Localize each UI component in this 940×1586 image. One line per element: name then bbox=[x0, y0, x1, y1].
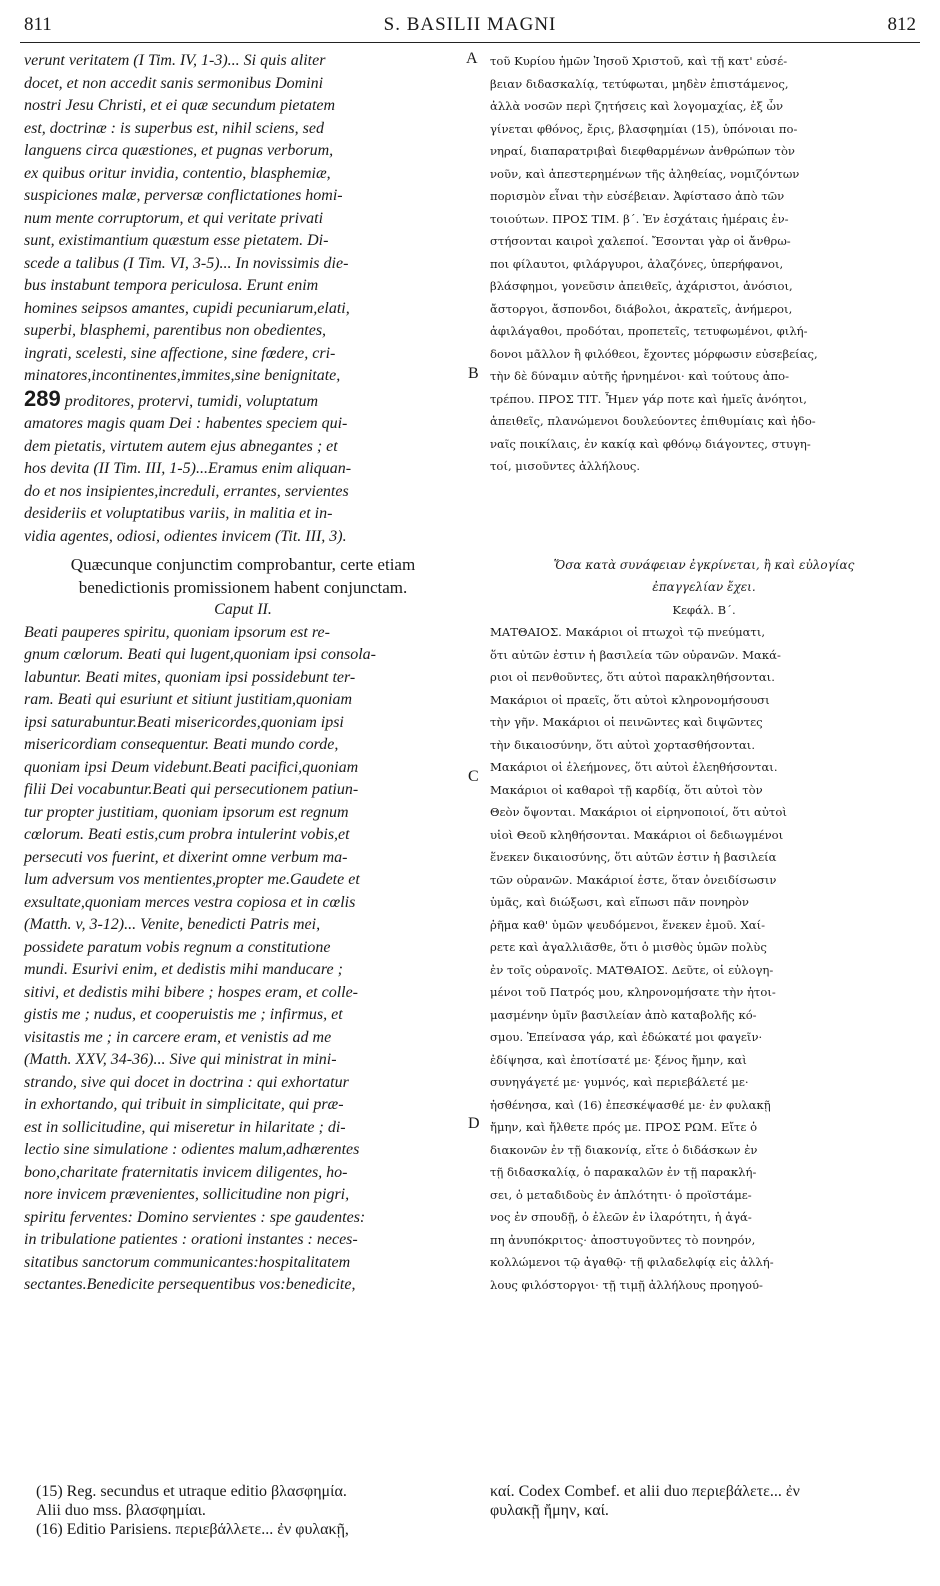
text-line: do et nos insipientes,increduli, errantes, servientes bbox=[24, 482, 349, 500]
text-line: sunt, existimantium quæstum esse pietatem. Di- bbox=[24, 232, 329, 249]
text-line: nore invicem prævenientes, sollicitudine non pigri, bbox=[24, 1186, 350, 1203]
text-line: μένοι τοῦ Πατρός μου, κληρονομήσατε τὴν ἡτοι- bbox=[490, 985, 776, 999]
text-line: ipsi saturabuntur.Beati misericordes,quoniam ipsi bbox=[24, 713, 344, 731]
text-line: Μακάριοι οἱ ἐλεήμονες, ὅτι αὐτοὶ ἐλεηθήσονται. bbox=[490, 760, 778, 774]
latin-top-text bbox=[24, 50, 462, 548]
text-line: quoniam ipsi Deum videbunt.Beati pacifici,quoniam bbox=[24, 758, 359, 776]
text-line: persecuti vos fuerint, et dixerint omne verbum ma- bbox=[24, 848, 348, 866]
footnotes-right bbox=[490, 1482, 800, 1520]
footnote-line: φυλακῇ ἤμην, καί. bbox=[490, 1502, 609, 1519]
text-line: ἀλλὰ νοσῶν περὶ ζητήσεις καὶ λογομαχίας, ἐξ ὧν bbox=[490, 99, 784, 113]
text-line: ἀπειθεῖς, πλανώμενοι δουλεύοντες ἐπιθυμίαις καὶ ἡδο- bbox=[490, 414, 816, 428]
text-line: ὑμᾶς, καὶ διώξωσι, καὶ εἴπωσι πᾶν πονηρὸν bbox=[490, 895, 749, 909]
text-line: ρετε καὶ ἀγαλλιᾶσθε, ὅτι ὁ μισθὸς ὑμῶν πολὺς bbox=[490, 940, 767, 954]
greek-top-text bbox=[490, 50, 918, 478]
text-line: Beati pauperes spiritu, quoniam ipsorum est re- bbox=[24, 623, 330, 641]
margin-letter-c: C bbox=[468, 768, 479, 785]
chapter-title: Caput II. bbox=[214, 601, 272, 618]
text-line: ἀφιλάγαθοι, προδόται, προπετεῖς, τετυφωμένοι, φιλή- bbox=[490, 324, 808, 338]
running-title: S. BASILII MAGNI bbox=[383, 14, 557, 35]
text-line: διακονῶν ἐν τῇ διακονίᾳ, εἴτε ὁ διδάσκων ἐν bbox=[490, 1142, 758, 1157]
text-line: filii Dei vocabuntur.Beati qui persecutionem patiun- bbox=[24, 781, 359, 798]
margin-letter-b: B bbox=[468, 365, 479, 382]
text-line: superbi, blasphemi, parentibus non obedientes, bbox=[24, 322, 327, 339]
text-line: scede a talibus (I Tim. VI, 3-5)... In novissimis die- bbox=[24, 254, 349, 272]
text-line: sitatibus sanctorum communicantes:hospitalitatem bbox=[24, 1253, 351, 1271]
text-line: visitastis me ; in carcere eram, et venistis ad me bbox=[24, 1028, 332, 1046]
text-line: τοί, μισοῦντες ἀλλήλους. bbox=[490, 459, 641, 473]
text-line: num mente corruptorum, et qui veritate privati bbox=[24, 209, 324, 227]
text-line: ἄστοργοι, ἄσπονδοι, διάβολοι, ἀκρατεῖς, ἀνήμεροι, bbox=[490, 301, 793, 316]
text-line: nostri Jesu Christi, et ei quæ secundum pietatem bbox=[24, 97, 336, 114]
text-line: vidia agentes, odiosi, odientes invicem (Tit. III, 3). bbox=[24, 527, 347, 545]
text-line: βειαν διδασκαλίᾳ, τετύφωται, μηδὲν ἐπιστάμενος, bbox=[490, 76, 789, 91]
page-number-left: 811 bbox=[24, 14, 52, 35]
text-line: (Matth. v, 3-12)... Venite, benedicti Patris mei, bbox=[24, 916, 321, 933]
text-line: υἱοὶ Θεοῦ κληθήσονται. Μακάριοι οἱ δεδιωγμένοι bbox=[490, 827, 784, 842]
section-heading-line: Quæcunque conjunctim comprobantur, certe etiam bbox=[70, 555, 416, 574]
text-line: γίνεται φθόνος, ἔρις, βλασφημίαι (15), ὑπόνοιαι πο- bbox=[490, 121, 798, 136]
margin-letter-a: A bbox=[466, 50, 478, 67]
text-line: sectantes.Benedicite persequentibus vos:benedicite, bbox=[24, 1276, 356, 1293]
text-line: sitivi, et dedistis mihi bibere ; hospes eram, et colle- bbox=[24, 983, 359, 1001]
margin-letter-d: D bbox=[468, 1115, 480, 1132]
text-line: ἐδίψησα, καὶ ἐποτίσατέ με· ξένος ἤμην, καὶ bbox=[490, 1052, 747, 1067]
text-line: ἕνεκεν δικαιοσύνης, ὅτι αὐτῶν ἐστιν ἡ βασιλεία bbox=[490, 850, 777, 864]
text-line: σει, ὁ μεταδιδοὺς ἐν ἁπλότητι· ὁ προϊστάμε- bbox=[490, 1187, 752, 1202]
text-line: amatores magis quam Dei : habentes speciem qui- bbox=[24, 415, 348, 432]
text-line: νος ἐν σπουδῇ, ὁ ἐλεῶν ἐν ἱλαρότητι, ἡ ἀγά- bbox=[490, 1210, 752, 1224]
text-line: δονοι μᾶλλον ἢ φιλόθεοι, ἔχοντες μόρφωσιν εὐσεβείας, bbox=[490, 346, 818, 361]
text-line: in tribulatione patientes : orationi instantes : neces- bbox=[24, 1231, 358, 1248]
text-line: τῇ διδασκαλίᾳ, ὁ παρακαλῶν ἐν τῇ παρακλή- bbox=[490, 1165, 757, 1179]
text-line: est in sollicitudine, qui miseretur in hilaritate ; di- bbox=[24, 1118, 346, 1136]
text-line: spiritu ferventes: Domino servientes : spe gaudentes: bbox=[24, 1208, 366, 1226]
footnotes-left bbox=[36, 1482, 349, 1539]
text-line: suspiciones malæ, perversæ conflictationes homi- bbox=[24, 187, 343, 204]
text-line: cœlorum. Beati estis,cum probra intulerint vobis,et bbox=[24, 826, 350, 843]
text-line: ΜΑΤΘΑΙΟΣ. Μακάριοι οἱ πτωχοὶ τῷ πνεύματι, bbox=[490, 625, 766, 639]
greek-body-text bbox=[490, 621, 918, 1296]
column-number: 289 bbox=[24, 385, 61, 411]
text-line: πη ἀνυπόκριτος· ἀποστυγοῦντες τὸ πονηρόν, bbox=[490, 1232, 756, 1247]
text-line: est, doctrinæ : is superbus est, nihil sciens, sed bbox=[24, 119, 324, 137]
text-line: τὴν δὲ δύναμιν αὐτῆς ἠρνημένοι· καὶ τούτους ἀπο- bbox=[490, 369, 790, 383]
text-line: desideriis et voluptatibus variis, in malitia et in- bbox=[24, 505, 333, 522]
text-line: νηραί, διαπαρατριβαὶ διεφθαρμένων ἀνθρώπων τὸν bbox=[490, 144, 795, 158]
text-line: λους φιλόστοργοι· τῇ τιμῇ ἀλλήλους προηγού- bbox=[490, 1277, 763, 1292]
text-line: gistis me ; nudus, et cooperuistis me ; infirmus, et bbox=[24, 1006, 343, 1023]
section-heading-line: Ὅσα κατὰ συνάφειαν ἐγκρίνεται, ἢ καὶ εὐλογίας bbox=[553, 557, 855, 572]
text-line: mundi. Esurivi enim, et dedistis mihi manducare ; bbox=[24, 961, 343, 978]
text-line: συνηγάγετέ με· γυμνός, καὶ περιεβάλετέ με· bbox=[490, 1075, 749, 1089]
text-line: ἤμην, καὶ ἤλθετε πρός με. ΠΡΟΣ ΡΩΜ. Εἴτε ὁ bbox=[490, 1120, 758, 1134]
greek-column bbox=[490, 50, 918, 1296]
text-line: languens circa quæstiones, et pugnas verborum, bbox=[24, 142, 334, 159]
latin-body-text bbox=[24, 622, 462, 1297]
latin-column bbox=[24, 50, 462, 1297]
text-line: νοῦν, καὶ ἀπεστερημένων τῆς ἀληθείας, νομιζόντων bbox=[490, 166, 800, 181]
text-line: Θεὸν ὄψονται. Μακάριοι οἱ εἰρηνοποιοί, ὅτι αὐτοὶ bbox=[490, 805, 787, 819]
text-line: bus instabunt tempora periculosa. Erunt enim bbox=[24, 277, 319, 294]
text-line: ποι φίλαυτοι, φιλάργυροι, ἀλαζόνες, ὑπερήφανοι, bbox=[490, 256, 784, 271]
text-line: lectio sine simulatione : odientes malum,adhærentes bbox=[24, 1141, 360, 1158]
text-line: lum adversum vos mentientes,propter me.Gaudete et bbox=[24, 871, 360, 888]
text-line: bono,charitate fraternitatis invicem diligentes, ho- bbox=[24, 1163, 348, 1181]
chapter-title: Κεφάλ. Β΄. bbox=[672, 602, 736, 617]
text-line: gnum cœlorum. Beati qui lugent,quoniam ipsi consola- bbox=[24, 646, 376, 663]
footnote-line: καί. Codex Combef. et alii duo περιεβάλετε... ἐν bbox=[490, 1483, 800, 1500]
text-line: ἠσθένησα, καὶ (16) ἐπεσκέψασθέ με· ἐν φυλακῇ bbox=[490, 1097, 771, 1112]
text-line: misericordiam consequentur. Beati mundo corde, bbox=[24, 736, 339, 753]
text-line: verunt veritatem (I Tim. IV, 1-3)... Si quis aliter bbox=[24, 52, 326, 69]
text-line: hos devita (II Tim. III, 1-5)...Eramus enim aliquan- bbox=[24, 460, 352, 477]
text-line: ὅτι αὐτῶν ἐστιν ἡ βασιλεία τῶν οὐρανῶν. Μακά- bbox=[490, 647, 781, 662]
text-line: tur propter justitiam, quoniam ipsorum est regnum bbox=[24, 803, 349, 821]
text-line: strando, sive qui docet in doctrina : qui exhortatur bbox=[24, 1073, 349, 1091]
text-line: labuntur. Beati mites, quoniam ipsi possidebunt ter- bbox=[24, 668, 356, 686]
text-line: Μακάριοι οἱ πραεῖς, ὅτι αὐτοὶ κληρονομήσουσι bbox=[490, 692, 770, 707]
text-line-tail: proditores, protervi, tumidi, voluptatum bbox=[64, 392, 319, 410]
text-line: minatores,incontinentes,immites,sine benignitate, bbox=[24, 367, 341, 384]
text-line: ex quibus oritur invidia, contentio, blasphemiæ, bbox=[24, 164, 331, 182]
header-rule bbox=[20, 42, 920, 43]
text-line: ingrati, scelesti, sine affectione, sine fœdere, cri- bbox=[24, 344, 336, 362]
text-line: πορισμὸν εἶναι τὴν εὐσέβειαν. Ἀφίστασο ἀπὸ τῶν bbox=[490, 189, 785, 203]
text-line: τοῦ Κυρίου ἡμῶν Ἰησοῦ Χριστοῦ, καὶ τῇ κατ' εὐσέ- bbox=[490, 54, 788, 68]
section-heading-line: ἐπαγγελίαν ἔχει. bbox=[652, 580, 756, 594]
footnote-line: (16) Editio Parisiens. περιεβάλλετε... ἐν φυλακῇ, bbox=[36, 1521, 349, 1538]
page-header bbox=[24, 14, 916, 38]
text-line: in exhortando, qui tribuit in simplicitate, qui præ- bbox=[24, 1096, 344, 1113]
text-line: ῥῆμα καθ' ὑμῶν ψευδόμενοι, ἕνεκεν ἐμοῦ. Χαί- bbox=[490, 917, 766, 932]
text-line: homines seipsos amantes, cupidi pecuniarum,elati, bbox=[24, 299, 350, 317]
footnote-line: (15) Reg. secundus et utraque editio βλασφημία. bbox=[36, 1483, 347, 1500]
text-line: στήσονται καιροὶ χαλεποί. Ἔσονται γὰρ οἱ ἄνθρω- bbox=[490, 234, 791, 248]
section-heading-line: benedictionis promissionem habent conjunctam. bbox=[78, 577, 408, 597]
text-line: βλάσφημοι, γονεῦσιν ἀπειθεῖς, ἀχάριστοι, ἀνόσιοι, bbox=[490, 279, 793, 293]
text-line: dem pietatis, virtutem autem ejus abnegantes ; et bbox=[24, 437, 338, 455]
text-line: σμου. Ἐπείνασα γάρ, καὶ ἐδώκατέ μοι φαγεῖν· bbox=[490, 1030, 763, 1044]
text-line: ριοι οἱ πενθοῦντες, ὅτι αὐτοὶ παρακληθήσονται. bbox=[490, 670, 775, 684]
text-line bbox=[24, 385, 462, 414]
text-line: docet, et non accedit sanis sermonibus Domini bbox=[24, 74, 324, 92]
text-line: μασμένην ὑμῖν βασιλείαν ἀπὸ καταβολῆς κό- bbox=[490, 1007, 757, 1022]
text-line: τὴν δικαιοσύνην, ὅτι αὐτοὶ χορτασθήσονται. bbox=[490, 737, 756, 752]
page-number-right: 812 bbox=[887, 14, 916, 35]
text-line: ναῖς ποικίλαις, ἐν κακίᾳ καὶ φθόνῳ διάγοντες, στυγη- bbox=[490, 436, 811, 451]
text-line: τοιούτων. ΠΡΟΣ ΤΙΜ. β΄. Ἐν ἐσχάταις ἡμέραις ἐν- bbox=[490, 211, 789, 226]
footnote-line: Alii duo mss. βλασφημίαι. bbox=[36, 1502, 206, 1519]
text-line: exsultate,quoniam merces vestra copiosa et in cœlis bbox=[24, 893, 356, 911]
text-line: τρέπου. ΠΡΟΣ ΤΙΤ. Ἦμεν γάρ ποτε καὶ ἡμεῖς ἀνόητοι, bbox=[490, 391, 807, 406]
text-line: Μακάριοι οἱ καθαροὶ τῇ καρδίᾳ, ὅτι αὐτοὶ τὸν bbox=[490, 782, 763, 797]
text-line: τῶν οὐρανῶν. Μακάριοί ἐστε, ὅταν ὀνειδίσωσιν bbox=[490, 872, 777, 887]
text-line: κολλώμενοι τῷ ἀγαθῷ· τῇ φιλαδελφίᾳ εἰς ἀλλή- bbox=[490, 1255, 774, 1269]
text-line: (Matth. XXV, 34-36)... Sive qui ministrat in mini- bbox=[24, 1051, 337, 1068]
text-line: ram. Beati qui esuriunt et sitiunt justitiam,quoniam bbox=[24, 691, 352, 708]
text-line: ἐν τοῖς οὐρανοῖς. ΜΑΤΘΑΙΟΣ. Δεῦτε, οἱ εὐλογη- bbox=[490, 962, 774, 977]
text-line: τὴν γῆν. Μακάριοι οἱ πεινῶντες καὶ διψῶντες bbox=[490, 715, 763, 729]
text-line: possidete paratum vobis regnum a constitutione bbox=[24, 938, 331, 956]
